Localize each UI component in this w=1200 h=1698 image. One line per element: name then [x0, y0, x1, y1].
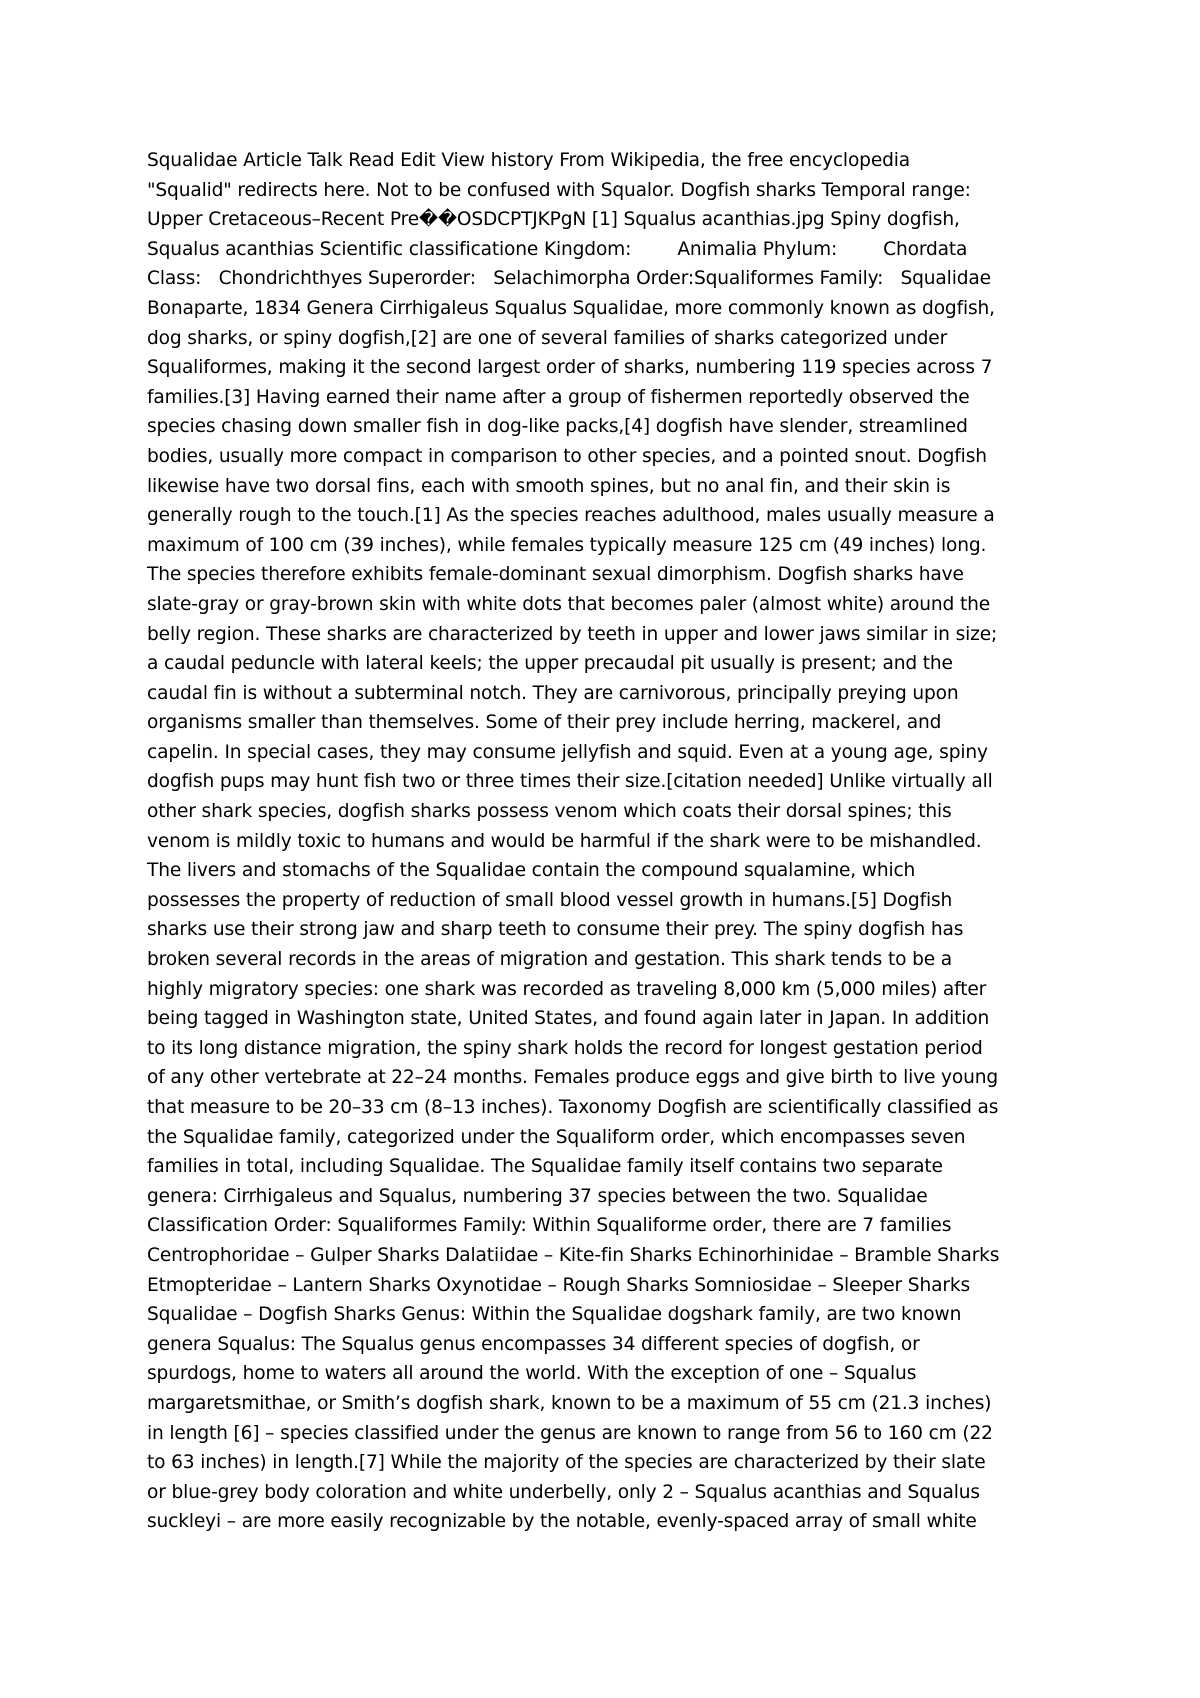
text-line: species chasing down smaller fish in dog-like packs,[4] dogfish have slender, streamlined: [147, 416, 968, 438]
text-line: venom is mildly toxic to humans and would be harmful if the shark were to be mishandled.: [147, 830, 982, 852]
text-line: generally rough to the touch.[1] As the species reaches adulthood, males usually measure a: [147, 505, 995, 527]
text-line: the Squalidae family, categorized under the Squaliform order, which encompasses seven: [147, 1126, 966, 1148]
article-text: [147, 146, 1067, 1537]
text-line: Classification Order: Squaliformes Family: Within Squaliforme order, there are 7 families: [147, 1215, 952, 1237]
text-line: families.[3] Having earned their name after a group of fishermen reportedly observed the: [147, 386, 970, 408]
text-line: to its long distance migration, the spiny shark holds the record for longest gestation period: [147, 1037, 983, 1059]
text-line: being tagged in Washington state, United States, and found again later in Japan. In addition: [147, 1008, 990, 1030]
text-line: spurdogs, home to waters all around the world. With the exception of one – Squalus: [147, 1363, 917, 1385]
text-line: or blue-grey body coloration and white underbelly, only 2 – Squalus acanthias and Squalus: [147, 1481, 980, 1503]
text-line: Squalidae – Dogfish Sharks Genus: Within the Squalidae dogshark family, are two known: [147, 1304, 962, 1326]
text-line: in length [6] – species classified under the genus are known to range from 56 to 160 cm (22: [147, 1422, 993, 1444]
text-line: caudal fin is without a subterminal notch. They are carnivorous, principally preying upon: [147, 682, 959, 704]
text-line: belly region. These sharks are characterized by teeth in upper and lower jaws similar in size;: [147, 623, 998, 645]
text-line: that measure to be 20–33 cm (8–13 inches). Taxonomy Dogfish are scientifically classified as: [147, 1097, 999, 1118]
text-line: dogfish pups may hunt fish two or three times their size.[citation needed] Unlike virtually all: [147, 771, 993, 793]
text-line: margaretsmithae, or Smith’s dogfish shark, known to be a maximum of 55 cm (21.3 inches): [147, 1392, 992, 1414]
text-line: Squalus acanthias Scientific classificatione Kingdom: Animalia Phylum: Chordata: [147, 238, 968, 260]
text-line: highly migratory species: one shark was recorded as traveling 8,000 km (5,000 miles) after: [147, 978, 987, 1000]
text-line: slate-gray or gray-brown skin with white dots that becomes paler (almost white) around the: [147, 593, 991, 615]
text-line: Centrophoridae – Gulper Sharks Dalatiidae – Kite-fin Sharks Echinorhinidae – Bramble Sharks: [147, 1244, 1000, 1266]
text-line: The species therefore exhibits female-dominant sexual dimorphism. Dogfish sharks have: [147, 564, 964, 586]
text-line: of any other vertebrate at 22–24 months. Females produce eggs and give birth to live young: [147, 1067, 999, 1089]
text-line: The livers and stomachs of the Squalidae contain the compound squalamine, which: [147, 860, 916, 882]
text-line: families in total, including Squalidae. The Squalidae family itself contains two separate: [147, 1156, 943, 1178]
text-line: organisms smaller than themselves. Some of their prey include herring, mackerel, and: [147, 712, 942, 734]
text-line: Bonaparte, 1834 Genera Cirrhigaleus Squalus Squalidae, more commonly known as dogfish,: [147, 297, 995, 319]
text-line: sharks use their strong jaw and sharp teeth to consume their prey. The spiny dogfish has: [147, 919, 964, 941]
text-line: bodies, usually more compact in comparison to other species, and a pointed snout. Dogfish: [147, 445, 987, 467]
text-line: genera: Cirrhigaleus and Squalus, numbering 37 species between the two. Squalidae: [147, 1185, 928, 1207]
text-line: genera Squalus: The Squalus genus encompasses 34 different species of dogfish, or: [147, 1333, 920, 1355]
text-line: other shark species, dogfish sharks possess venom which coats their dorsal spines; this: [147, 801, 952, 823]
text-line: Etmopteridae – Lantern Sharks Oxynotidae – Rough Sharks Somniosidae – Sleeper Sharks: [147, 1274, 970, 1296]
text-line: Upper Cretaceous–Recent Pre��OSDCPTJKPgN [1] Squalus acanthias.jpg Spiny dogfish,: [147, 209, 960, 231]
text-line: maximum of 100 cm (39 inches), while females typically measure 125 cm (49 inches) long.: [147, 534, 987, 556]
text-line: Squaliformes, making it the second largest order of sharks, numbering 119 species across 7: [147, 357, 993, 379]
text-line: possesses the property of reduction of small blood vessel growth in humans.[5] Dogfish: [147, 889, 953, 911]
text-line: likewise have two dorsal fins, each with smooth spines, but no anal fin, and their skin is: [147, 475, 951, 497]
text-line: suckleyi – are more easily recognizable by the notable, evenly-spaced array of small white: [147, 1511, 977, 1533]
text-line: a caudal peduncle with lateral keels; the upper precaudal pit usually is present; and the: [147, 653, 953, 675]
text-line: Class: Chondrichthyes Superorder: Selachimorpha Order:Squaliformes Family: Squalidae: [147, 268, 991, 290]
text-line: dog sharks, or spiny dogfish,[2] are one of several families of sharks categorized under: [147, 327, 948, 349]
text-line: Squalidae Article Talk Read Edit View history From Wikipedia, the free encyclopedia: [147, 150, 911, 171]
text-line: "Squalid" redirects here. Not to be confused with Squalor. Dogfish sharks Temporal range:: [147, 179, 971, 201]
text-line: to 63 inches) in length.[7] While the majority of the species are characterized by their slate: [147, 1452, 986, 1474]
text-line: broken several records in the areas of migration and gestation. This shark tends to be a: [147, 949, 953, 971]
text-line: capelin. In special cases, they may consume jellyfish and squid. Even at a young age, spiny: [147, 741, 988, 763]
